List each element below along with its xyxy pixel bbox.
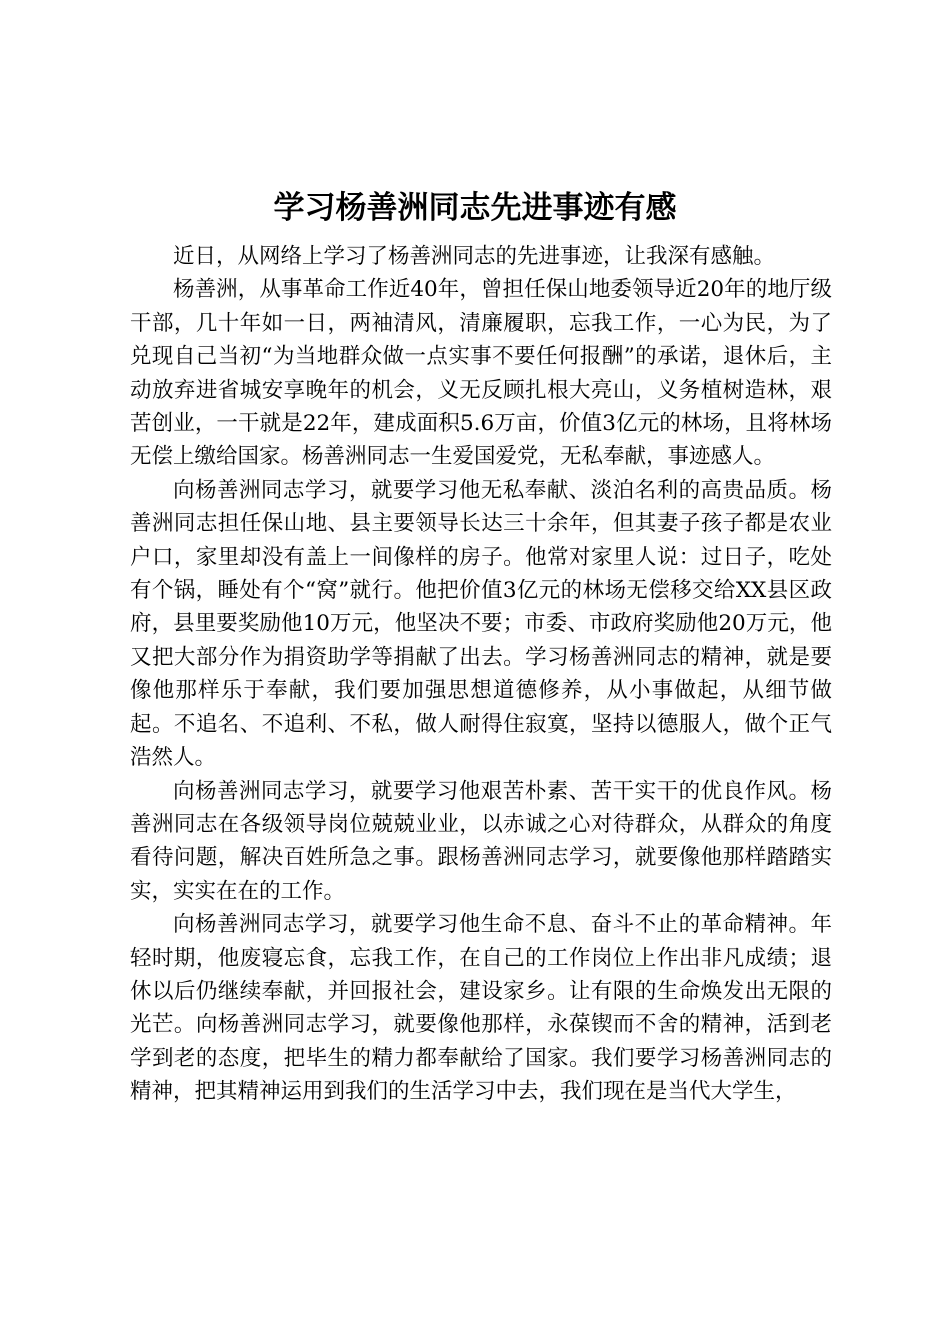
paragraph-biography: 杨善洲，从事革命工作近40年，曾担任保山地委领导近20年的地厅级干部，几十年如一日，两袖清风，清廉履职，忘我工作，一心为民，为了兑现自己当初“为当地群众做一点实事不要任何报酬”的承诺，退休后，主动放弃进省城安享晚年的机会，义无反顾扎根大亮山，义务植树造林，艰苦创业，一干就是22年，建成面积5.6万亩，价值3亿元的林场，且将林场无偿上缴给国家。杨善洲同志一生爱国爱党，无私奉献，事迹感人。 bbox=[130, 277, 832, 470]
document-title: 学习杨善洲同志先进事迹有感 bbox=[273, 190, 677, 226]
paragraph-intro: 近日，从网络上学习了杨善洲同志的先进事迹，让我深有感触。 bbox=[173, 244, 776, 269]
paragraph-work-style: 向杨善洲同志学习，就要学习他艰苦朴素、苦干实干的优良作风。杨善洲同志在各级领导岗位兢兢业业，以赤诚之心对待群众，从群众的角度看待问题，解决百姓所急之事。跟杨善洲同志学习，就要像他那样踏踏实实，实实在在的工作。 bbox=[130, 778, 832, 904]
paragraph-selfless-dedication: 向杨善洲同志学习，就要学习他无私奉献、淡泊名利的高贵品质。杨善洲同志担任保山地、县主要领导长达三十余年，但其妻子孩子都是农业户口，家里却没有盖上一间像样的房子。他常对家里人说：过日子，吃处有个锅，睡处有个“窝”就行。他把价值3亿元的林场无偿移交给XX县区政府，县里要奖励他10万元，他坚决不要；市委、市政府奖励他20万元，他又把大部分作为捐资助学等捐献了出去。学习杨善洲同志的精神，就是要像他那样乐于奉献，我们要加强思想道德修养，从小事做起，从细节做起。不追名、不追利、不私，做人耐得住寂寞，坚持以德服人，做个正气浩然人。 bbox=[130, 477, 832, 771]
paragraph-revolutionary-spirit: 向杨善洲同志学习，就要学习他生命不息、奋斗不止的革命精神。年轻时期，他废寝忘食，忘我工作，在自己的工作岗位上作出非凡成绩；退休以后仍继续奉献，并回报社会，建设家乡。让有限的生命焕发出无限的光芒。向杨善洲同志学习，就要像他那样，永葆锲而不舍的精神，活到老学到老的态度，把毕生的精力都奉献给了国家。我们要学习杨善洲同志的精神，把其精神运用到我们的生活学习中去，我们现在是当代大学生， bbox=[130, 912, 832, 1105]
document-body bbox=[130, 240, 832, 1109]
